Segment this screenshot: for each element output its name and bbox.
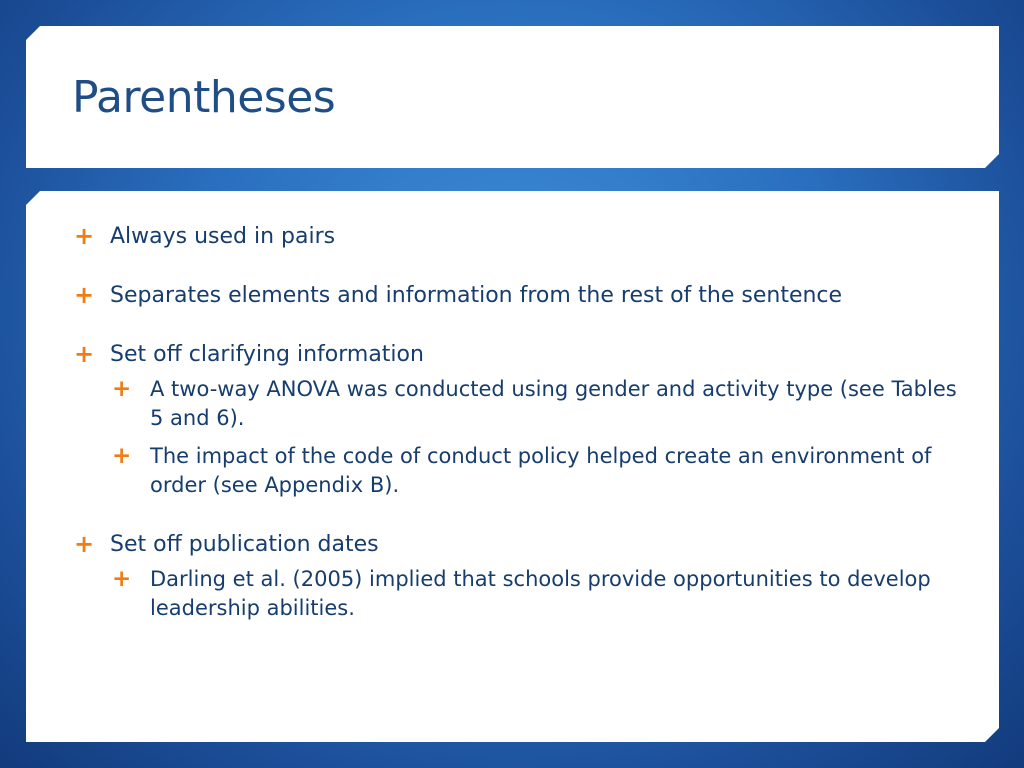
sub-bullet-list	[112, 565, 974, 623]
bullet-item	[74, 222, 974, 251]
plus-icon: +	[74, 281, 95, 309]
sub-bullet-text: Darling et al. (2005) implied that schools provide opportunities to develop leadership abilities.	[150, 567, 931, 620]
sub-bullet-list	[112, 375, 974, 500]
bullet-list	[74, 222, 974, 653]
sub-bullet-text: A two-way ANOVA was conducted using gender and activity type (see Tables 5 and 6).	[150, 377, 957, 430]
bullet-item	[74, 340, 974, 369]
slide-title: Parentheses	[72, 72, 336, 123]
bullet-text: Set off clarifying information	[110, 342, 424, 367]
sub-bullet-text: The impact of the code of conduct policy helped create an environment of order (see Appendix B).	[150, 444, 932, 497]
plus-icon: +	[74, 530, 95, 558]
plus-icon: +	[74, 340, 95, 368]
sub-bullet-item	[112, 375, 974, 433]
plus-icon: +	[112, 376, 132, 402]
bullet-text: Separates elements and information from the rest of the sentence	[110, 283, 843, 308]
plus-icon: +	[112, 443, 132, 469]
bullet-item	[74, 281, 974, 310]
bullet-text: Always used in pairs	[110, 224, 336, 249]
plus-icon: +	[112, 566, 132, 592]
bullet-text: Set off publication dates	[110, 532, 379, 557]
plus-icon: +	[74, 222, 95, 250]
bullet-item	[74, 530, 974, 559]
sub-bullet-item	[112, 565, 974, 623]
sub-bullet-item	[112, 442, 974, 500]
